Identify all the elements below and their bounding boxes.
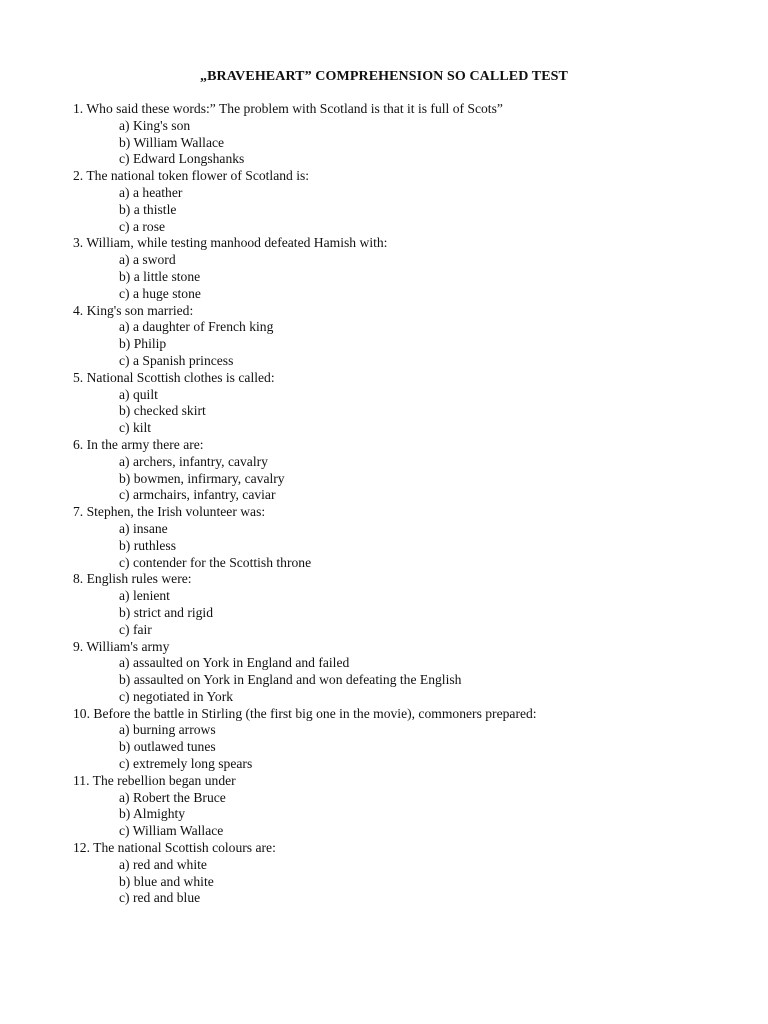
answer-option-b: b) outlawed tunes — [119, 739, 216, 755]
answer-option-a: a) archers, infantry, cavalry — [119, 453, 268, 469]
answer-option-a: a) a heather — [119, 184, 183, 200]
answer-option-b: b) strict and rigid — [119, 604, 214, 620]
answer-option-c: c) armchairs, infantry, caviar — [119, 487, 276, 503]
answer-option-a: a) burning arrows — [119, 722, 216, 738]
answer-option-b: b) ruthless — [119, 537, 177, 553]
answer-option-b: b) Philip — [119, 336, 167, 352]
answer-option-b: b) blue and white — [119, 873, 214, 889]
question-2 — [73, 168, 753, 235]
question-text: 6. In the army there are: — [73, 436, 204, 452]
question-list — [73, 101, 753, 907]
answer-option-c: c) contender for the Scottish throne — [119, 554, 312, 570]
answer-option-a: a) assaulted on York in England and failed — [119, 655, 350, 671]
question-9 — [73, 639, 753, 706]
question-text: 1. Who said these words:” The problem with Scotland is that it is full of Scots” — [73, 101, 503, 116]
answer-option-c: c) negotiated in York — [119, 688, 234, 704]
question-text: 3. William, while testing manhood defeated Hamish with: — [73, 235, 388, 251]
answer-option-c: c) fair — [119, 621, 152, 637]
answer-option-c: c) Edward Longshanks — [119, 151, 245, 167]
question-6 — [73, 437, 753, 504]
answer-option-a: a) quilt — [119, 386, 158, 402]
question-text: 10. Before the battle in Stirling (the first big one in the movie), commoners prepared: — [73, 705, 537, 721]
answer-option-c: c) red and blue — [119, 890, 201, 906]
answer-option-b: b) Almighty — [119, 806, 186, 822]
answer-option-c: c) a rose — [119, 218, 166, 234]
answer-option-a: a) a sword — [119, 252, 176, 268]
answer-option-c: c) extremely long spears — [119, 756, 253, 772]
answer-option-c: c) a Spanish princess — [119, 352, 234, 368]
answer-option-a: a) Robert the Bruce — [119, 789, 226, 805]
question-10 — [73, 706, 753, 773]
question-12 — [73, 840, 753, 907]
answer-option-b: b) checked skirt — [119, 403, 206, 419]
question-7 — [73, 504, 753, 571]
question-text: 8. English rules were: — [73, 571, 192, 587]
question-11 — [73, 773, 753, 840]
question-text: 9. William's army — [73, 638, 170, 654]
question-3 — [73, 235, 753, 302]
answer-option-b: b) a little stone — [119, 268, 201, 284]
question-5 — [73, 370, 753, 437]
answer-option-a: a) lenient — [119, 588, 170, 604]
answer-option-a: a) King's son — [119, 117, 191, 133]
question-text: 11. The rebellion began under — [73, 772, 236, 788]
test-title: „BRAVEHEART” COMPREHENSION SO CALLED TEST — [200, 69, 568, 84]
answer-option-b: b) a thistle — [119, 201, 177, 217]
answer-option-b: b) William Wallace — [119, 134, 225, 150]
question-text: 5. National Scottish clothes is called: — [73, 369, 275, 385]
question-8 — [73, 571, 753, 638]
answer-option-c: c) kilt — [119, 420, 152, 436]
answer-option-c: c) William Wallace — [119, 823, 224, 839]
question-text: 2. The national token flower of Scotland is: — [73, 168, 310, 184]
question-text: 7. Stephen, the Irish volunteer was: — [73, 504, 266, 520]
question-text: 4. King's son married: — [73, 302, 194, 318]
answer-option-a: a) insane — [119, 520, 168, 536]
answer-option-a: a) a daughter of French king — [119, 319, 274, 335]
question-4 — [73, 303, 753, 370]
answer-option-c: c) a huge stone — [119, 285, 201, 301]
answer-option-b: b) bowmen, infirmary, cavalry — [119, 470, 285, 486]
question-text: 12. The national Scottish colours are: — [73, 840, 276, 856]
question-1 — [73, 101, 753, 168]
answer-option-b: b) assaulted on York in England and won defeating the English — [119, 672, 462, 688]
answer-option-a: a) red and white — [119, 856, 207, 872]
